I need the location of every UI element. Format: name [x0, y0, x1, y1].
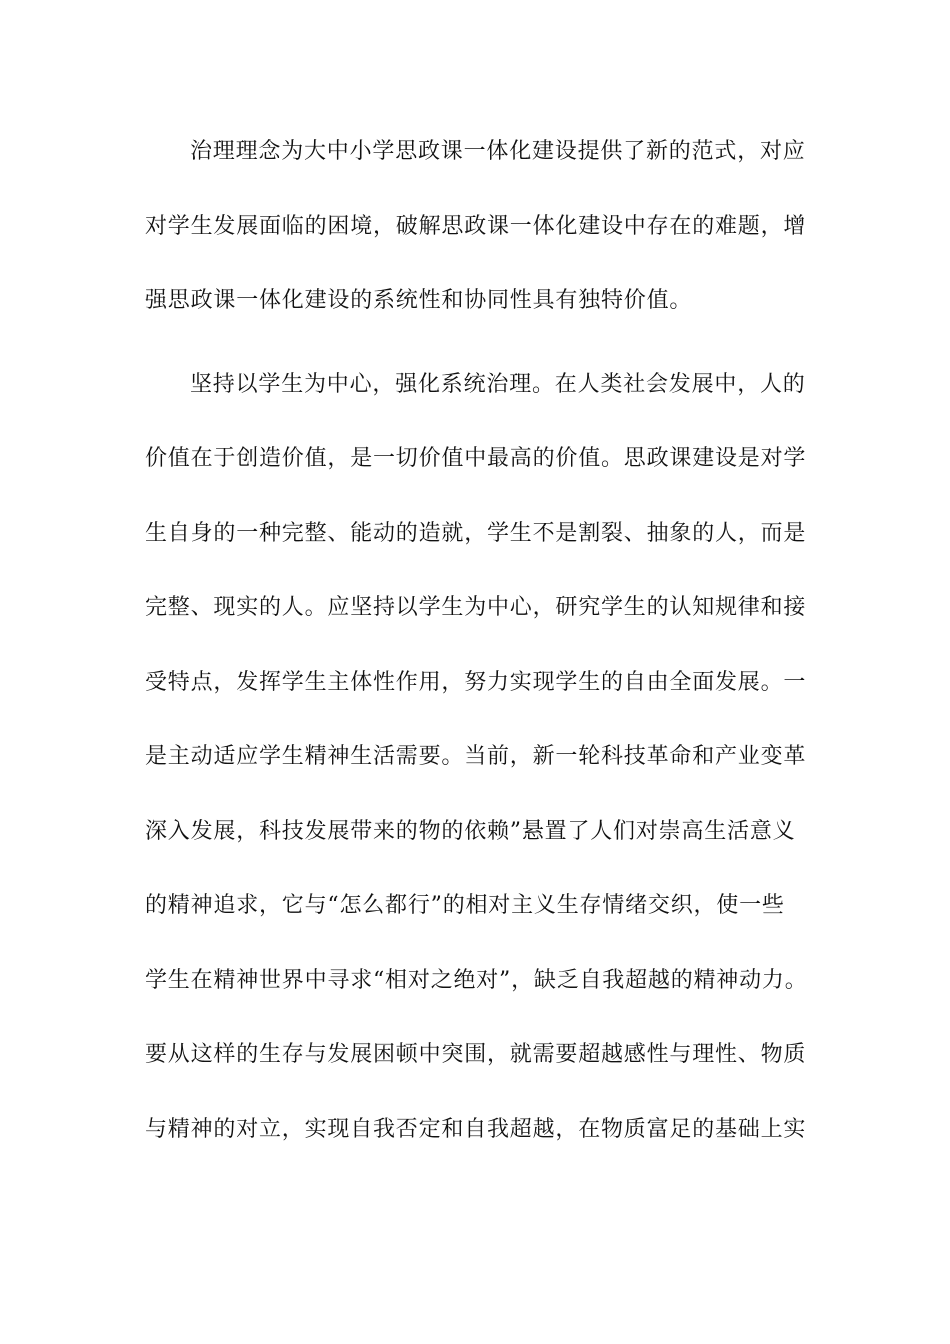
paragraph-1-line-2: 对学生发展面临的困境，破解思政课一体化建设中存在的难题，增 [145, 214, 807, 239]
paragraph-2-line-5: 受特点，发挥学生主体性作用，努力实现学生的自由全面发展。一 [145, 670, 807, 695]
paragraph-2-line-3: 生自身的一种完整、能动的造就，学生不是割裂、抽象的人，而是 [145, 521, 807, 546]
paragraph-2-line-10: 要从这样的生存与发展困顿中突围，就需要超越感性与理性、物质 [145, 1042, 807, 1067]
paragraph-2-line-9: 学生在精神世界中寻求“相对之绝对”，缺乏自我超越的精神动力。 [145, 968, 808, 993]
paragraph-2-line-4: 完整、现实的人。应坚持以学生为中心，研究学生的认知规律和接 [145, 595, 807, 620]
paragraph-1-line-1: 治理理念为大中小学思政课一体化建设提供了新的范式，对应 [190, 139, 806, 164]
paragraph-2-line-11: 与精神的对立，实现自我否定和自我超越，在物质富足的基础上实 [145, 1117, 807, 1142]
paragraph-2-line-7: 深入发展，科技发展带来的物的依赖”悬置了人们对崇高生活意义 [145, 819, 796, 844]
paragraph-2-line-8: 的精神追求，它与“怎么都行”的相对主义生存情绪交织，使一些 [145, 893, 785, 918]
paragraph-1-line-3: 强思政课一体化建设的系统性和协同性具有独特价值。 [145, 288, 693, 313]
paragraph-2-line-1: 坚持以学生为中心，强化系统治理。在人类社会发展中，人的 [190, 372, 806, 397]
paragraph-2-line-6: 是主动适应学生精神生活需要。当前，新一轮科技革命和产业变革 [145, 744, 807, 769]
paragraph-2-line-2: 价值在于创造价值，是一切价值中最高的价值。思政课建设是对学 [145, 446, 807, 471]
